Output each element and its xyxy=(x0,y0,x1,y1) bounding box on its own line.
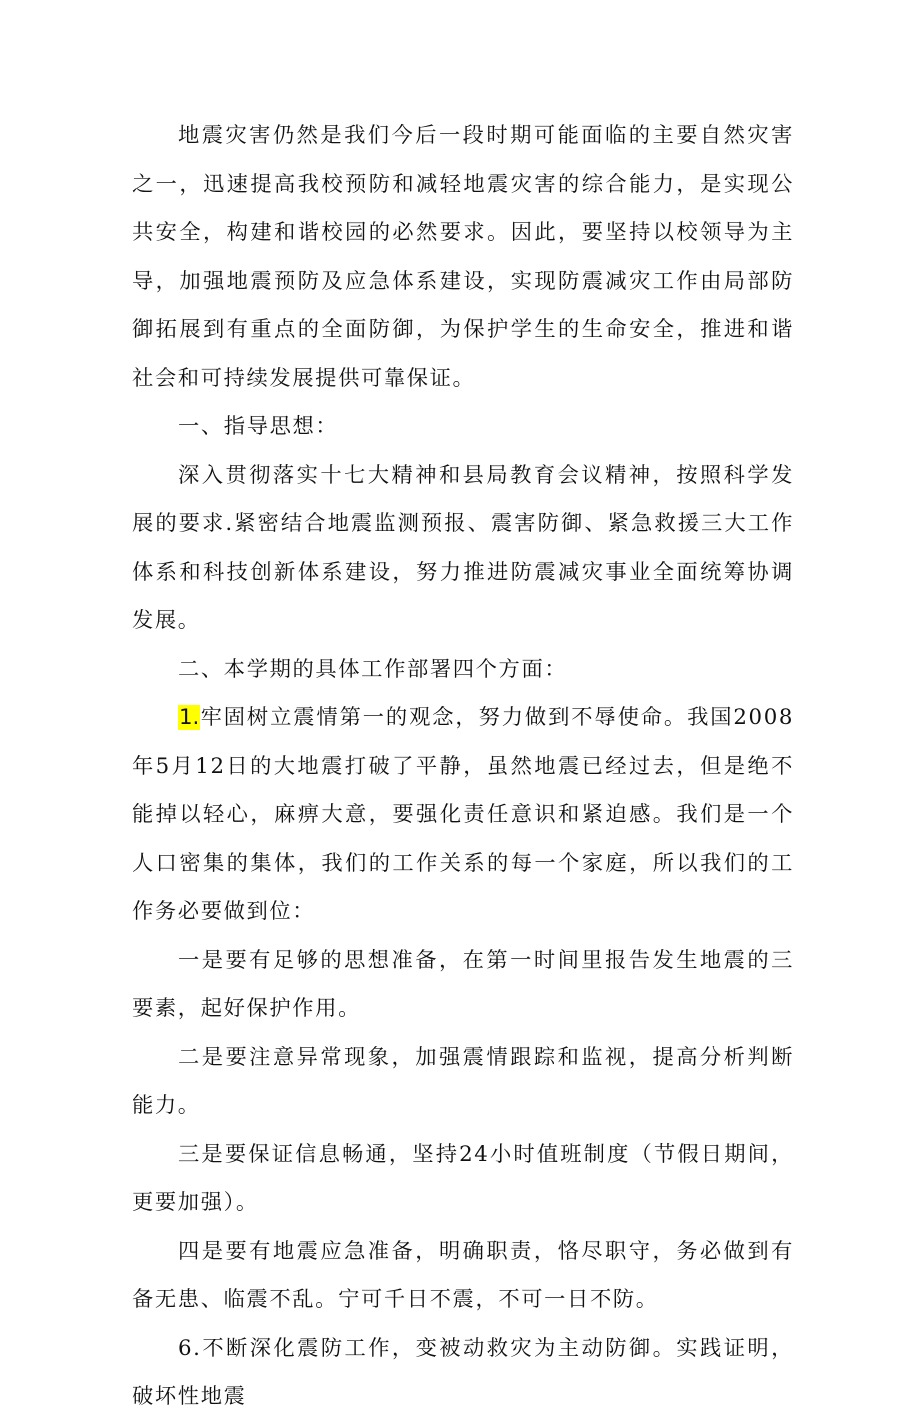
paragraph-item-1-text: 牢固树立震情第一的观念，努力做到不辱使命。我国2008年5月12日的大地震打破了平静，虽然地震已经过去，但是绝不能掉以轻心，麻痹大意，要强化责任意识和紧迫感。我们是一个人口密集的集体，我们的工作关系的每一个家庭，所以我们的工作务必要做到位： xyxy=(132,705,794,924)
paragraph-item-1 xyxy=(132,694,794,937)
paragraph-point-3: 三是要保证信息畅通，坚持24小时值班制度（节假日期间，更要加强）。 xyxy=(132,1141,794,1215)
paragraph-point-2: 二是要注意异常现象，加强震情跟踪和监视，提高分析判断能力。 xyxy=(132,1044,794,1118)
paragraph-item-6: 6.不断深化震防工作，变被动救灾为主动防御。实践证明，破坏性地震 xyxy=(132,1335,794,1409)
highlighted-item-number: 1. xyxy=(179,705,200,730)
paragraph-point-1: 一是要有足够的思想准备，在第一时间里报告发生地震的三要素，起好保护作用。 xyxy=(132,947,794,1021)
heading-guiding-thought: 一、指导思想： xyxy=(178,414,339,439)
paragraph-intro: 地震灾害仍然是我们今后一段时期可能面临的主要自然灾害之一，迅速提高我校预防和减轻地震灾害的综合能力，是实现公共安全，构建和谐校园的必然要求。因此，要坚持以校领导为主导，加强地震预防及应急体系建设，实现防震减灾工作由局部防御拓展到有重点的全面防御，为保护学生的生命安全，推进和谐社会和可持续发展提供可靠保证。 xyxy=(132,123,794,391)
heading-work-plan: 二、本学期的具体工作部署四个方面： xyxy=(178,656,568,682)
paragraph-guiding-thought: 深入贯彻落实十七大精神和县局教育会议精神，按照科学发展的要求.紧密结合地震监测预报、震害防御、紧急救援三大工作体系和科技创新体系建设，努力推进防震减灾事业全面统筹协调发展。 xyxy=(132,462,794,633)
paragraph-point-4: 四是要有地震应急准备，明确职责，恪尽职守，务必做到有备无患、临震不乱。宁可千日不震，不可一日不防。 xyxy=(132,1238,794,1312)
